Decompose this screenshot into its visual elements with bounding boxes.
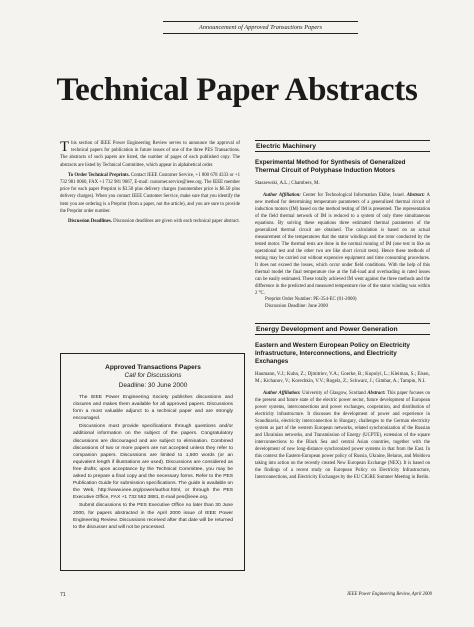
- discussion-deadline: Discussion Deadline: June 2000: [265, 303, 328, 309]
- notice-paragraph: Discussions must provide specifications through questions and/or additional information on the subject of the papers. Congratulatory discussions are discouraged and are subject to elimination. Combined discussions of two or more papers are not accepted unless they refer to companion papers. Discussions are limited to 1,500 words (or an equivalent length if illustrations are used). Discussions are considered as free drafts; upon acceptance by the Technical Committee, you may be asked to prepare a final copy and the necessary forms. Refer to the PES Publication Guide for submission specifications. The guide is available on the Web, http://www.ieee.org/power/author.html, or through the PES Executive Office, FAX +1 732 562 3881, E-mail pes@ieee.org.: [73, 424, 233, 501]
- abstract-text: A new method for determining temperature parameters of a generalized thermal circuit of induction motors (IM) based on the method testing of IM is presented. The representation of the field thermal network of IM is reduced to a system of only three simultaneous equations. By solving these equations three estimated thermal parameters of the generalized thermal circuit are obtained. The calculation is based on an actual measurement of the temperatures that the stator windings and the rotor conducted by the tested motor. The thermal tests are done in the normal running of IM (one test in like an operational test and the other two are like short circuit tests). Hence these methods of testing may be carried out without expensive equipment and time consuming procedures. It does not exceed the losses, which occur under field conditions. With the help of this thermal model the final temperature rise at the full-load and overloading in rated losses can be easily estimated. These totally achieved IM went against the three methods and the difference in the predicted and measured temperature rise of the stator winding was within 2 °C.: [255, 193, 430, 296]
- journal-footer: IEEE Power Engineering Review, April 2000: [347, 592, 432, 597]
- abstract-text: This paper focuses on the present and future state of the electric power sector, future development of European power systems, interconnections and power exchanges, cooperation, and distribution of electricity infrastructure. It discusses the development of power and experience in Scandinavia, electricity interconnection in Hungary, challenges to the German electricity system as part of the western European networks, related synchronization of the Russian and Ukrainian networks, and Transmission of Energy (UCPTE), extension of the square interconnections to the Black Sea and central Asian countries, together with the development of new long-distance synchronized power systems in that from the East. In this context the Eastern-European power policy of Russia, Ukraine, Belarus, and Moldova taking into action on the recently created New European Exchange (NEX). It is based on the findings of a recent study on European Policy on Electricity Infrastructure, Interconnections, and Electricity Exchanges by the EU CIGRE Summer Meeting in Berlin.: [255, 390, 431, 480]
- deadline-label: Discussion Deadlines.: [68, 219, 112, 225]
- abstracts-column: [255, 140, 430, 481]
- abstract-label: Abstract:: [367, 390, 386, 396]
- notice-paragraph: The IEEE Power Engineering Society publishes discussions and closures and makes them available for all approved papers. Discussions form a most valuable adjunct to a technical paper and are strongly encouraged.: [73, 395, 233, 422]
- affiliation-label: Author Affiliation:: [263, 193, 301, 198]
- preprint-number: Preprint Order Number: PE-354-EC (01-2000): [265, 297, 357, 302]
- abstract-label: Abstract:: [406, 193, 425, 198]
- article-title: Eastern and Western European Policy on Electricity Infrastructure, Interconnections, and Electricity Exchanges: [255, 341, 410, 365]
- intro-paragraph: [60, 140, 240, 169]
- call-for-discussions-box: [60, 353, 245, 571]
- article-abstract: [255, 390, 430, 481]
- notice-subtitle: Call for Discussions: [124, 372, 182, 379]
- affiliation-text: Center for Technological Information Ekibe, Israel.: [300, 193, 405, 198]
- deadline-text: Discussion deadlines are given with each technical paper abstract.: [111, 219, 240, 225]
- notice-title: Approved Transactions Papers: [105, 364, 201, 371]
- article-authors: Haumann, V.J.; Kuhn, Z.; Djmitriev, V.A.; Goerke, B.; Kopolyi, L.; Kleiman, S.; Elsen, M.; Kichanov, V.; Korechkin, V.V.; Rogelz, Z.; Schwarz, J.; Gimbar, A.; Tampin, N.I.: [255, 371, 430, 384]
- running-head: Announcement of Approved Transactions Papers: [163, 21, 358, 34]
- article-authors: Staszewski, A.L.; Chambers, M.: [255, 181, 320, 186]
- intro-text: his section of IEEE Power Engineering Review serves to announce the approval of technical papers for publication in future issues of one of the three PES Transactions. The abstracts of such papers are listed, the number of pages of each published copy. The abstracts are listed by Technical Committee, which appear in alphabetical order.: [60, 141, 240, 168]
- notice-paragraph: Submit discussions to the PES Executive Office no later than 30 June 2000, for papers abstracted in the April 2000 issue of IEEE Power Engineering Review. Discussions received after that date will be returned to the discusser and will not be processed.: [73, 503, 233, 530]
- deadline-paragraph: [60, 218, 240, 225]
- ordering-text: Contact IEEE Customer Service, +1 800 678 4333 or +1 732 981 0060, FAX +1 732 981 9667, E-mail: customer.service@ieee.org. The IEEE member price for each paper Preprint is $3.50 plus delivery charges (nonmember price is $6.50 plus delivery charges). When you contact IEEE Customer Service, make sure that you identify the item you are ordering is a Preprint (from a paper, not the article), and you are sure to provide the Preprint order number.: [60, 172, 240, 214]
- article-abstract: [255, 192, 430, 297]
- notice-deadline: Deadline: 30 June 2000: [118, 382, 188, 389]
- section-heading: Energy Development and Power Generation: [255, 323, 430, 335]
- section-heading: Electric Machinery: [255, 140, 430, 152]
- intro-column: [60, 140, 240, 225]
- ordering-label: To Order Technical Preprints.: [68, 172, 130, 178]
- notice-content: [73, 364, 233, 532]
- affiliation-text: University of Glasgow, Scotland: [300, 390, 366, 396]
- drop-cap: T: [60, 139, 70, 155]
- article-title: Experimental Method for Synthesis of Generalized Thermal Circuit of Polyphase Induction Motors: [255, 159, 406, 174]
- page-number: 71: [60, 592, 66, 598]
- page-title: Technical Paper Abstracts: [56, 72, 418, 108]
- affiliation-label: Author Affiliation:: [263, 390, 301, 396]
- ordering-paragraph: [60, 172, 240, 215]
